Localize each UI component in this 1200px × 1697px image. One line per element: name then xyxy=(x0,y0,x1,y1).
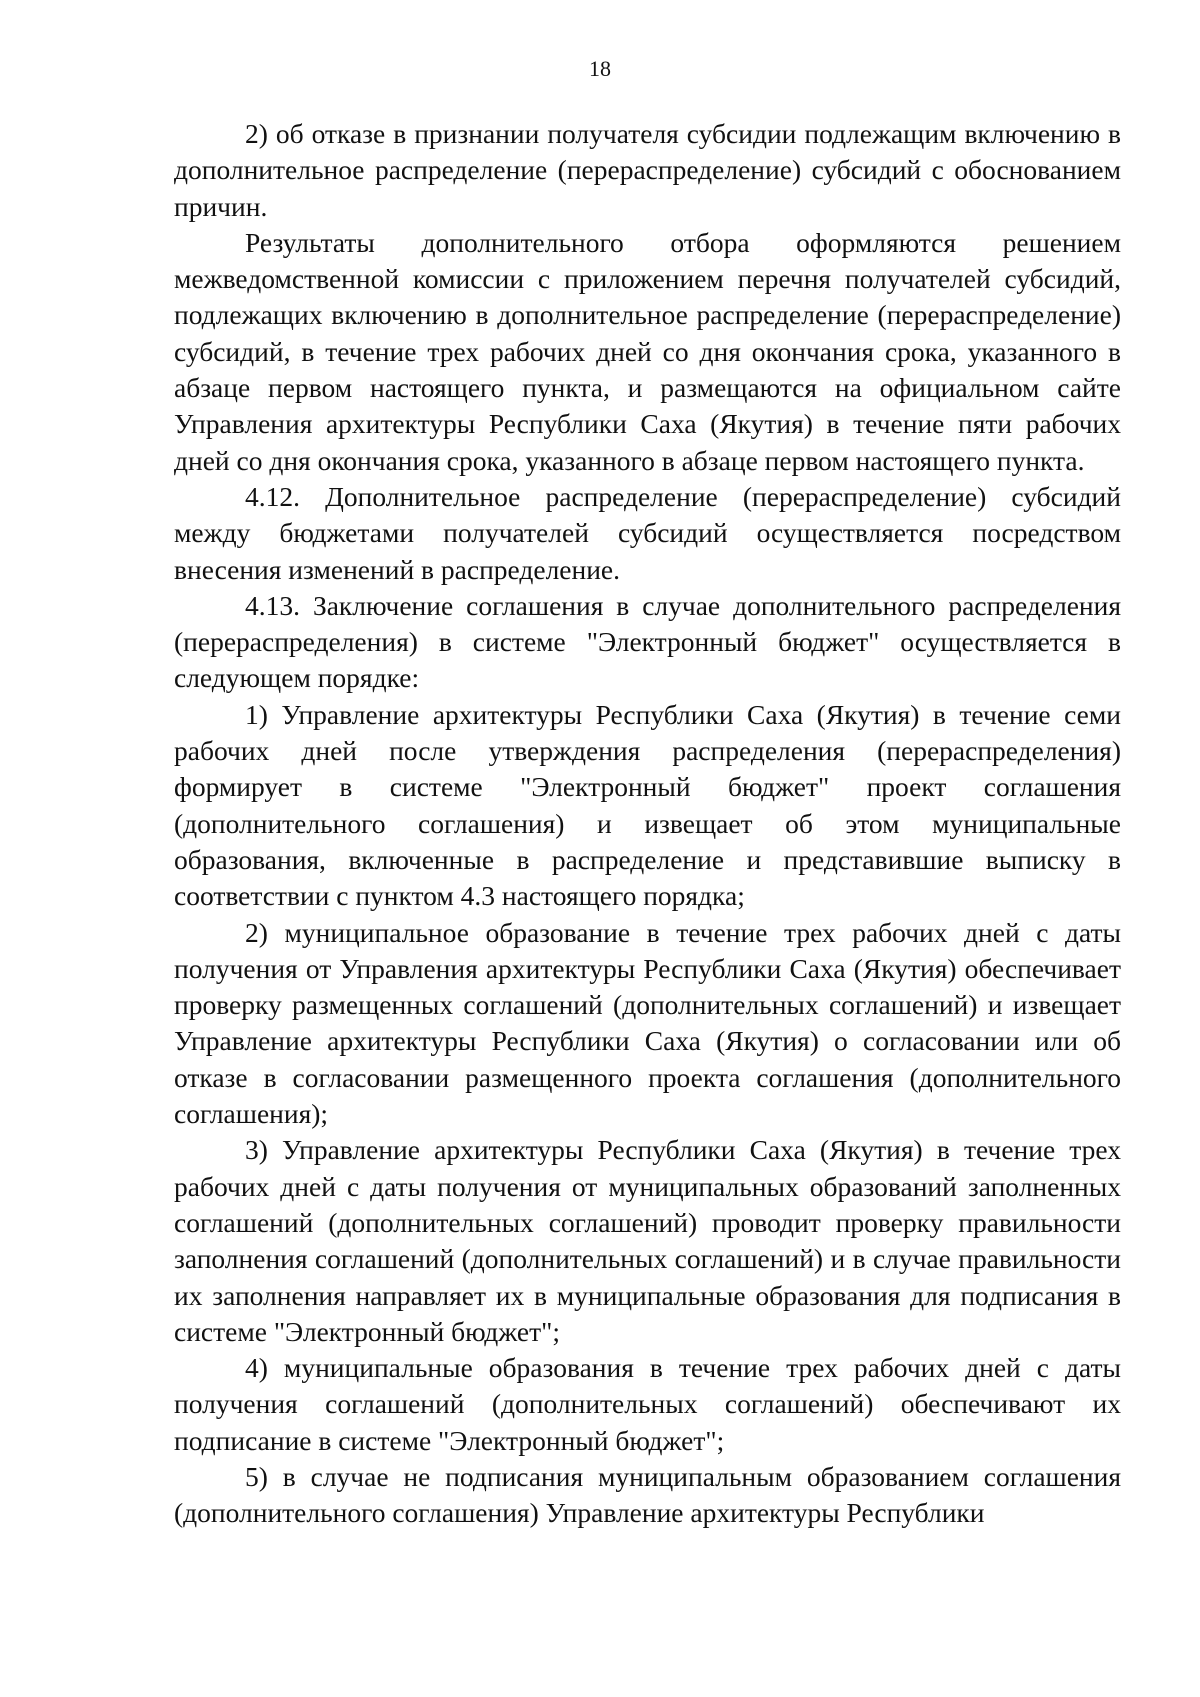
document-body xyxy=(174,116,1121,1532)
paragraph-refusal-item: 2) об отказе в признании получателя субсидии подлежащим включению в дополнительное распределение (перераспределение) субсидий с обоснованием причин. xyxy=(174,118,1121,222)
paragraph-step-1: 1) Управление архитектуры Республики Саха (Якутия) в течение семи рабочих дней после утверждения распределения (перераспределения) формирует в системе "Электронный бюджет" проект соглашения (дополнительного соглашения) и извещает об этом муниципальные образования, включенные в распределение и представившие выписку в соответствии с пунктом 4.3 настоящего порядка; xyxy=(174,698,1121,912)
paragraph-step-5: 5) в случае не подписания муниципальным образованием соглашения (дополнительного соглашения) Управление архитектуры Республики xyxy=(174,1460,1121,1529)
page-number: 18 xyxy=(589,56,611,81)
paragraph-selection-results: Результаты дополнительного отбора оформляются решением межведомственной комиссии с приложением перечня получателей субсидий, подлежащих включению в дополнительное распределение (перераспределение) субсидий, в течение трех рабочих дней со дня окончания срока, указанного в абзаце первом настоящего пункта, и размещаются на официальном сайте Управления архитектуры Республики Саха (Якутия) в течение пяти рабочих дней со дня окончания срока, указанного в абзаце первом настоящего пункта. xyxy=(174,226,1121,476)
paragraph-clause-4-13: 4.13. Заключение соглашения в случае дополнительного распределения (перераспределения) в системе "Электронный бюджет" осуществляется в следующем порядке: xyxy=(174,589,1121,694)
paragraph-step-4: 4) муниципальные образования в течение трех рабочих дней с даты получения соглашений (дополнительных соглашений) обеспечивают их подписание в системе "Электронный бюджет"; xyxy=(174,1352,1121,1456)
paragraph-clause-4-12: 4.12. Дополнительное распределение (перераспределение) субсидий между бюджетами получателей субсидий осуществляется посредством внесения изменений в распределение. xyxy=(174,480,1121,585)
paragraph-step-2: 2) муниципальное образование в течение трех рабочих дней с даты получения от Управления архитектуры Республики Саха (Якутия) обеспечивает проверку размещенных соглашений (дополнительных соглашений) и извещает Управление архитектуры Республики Саха (Якутия) о согласовании или об отказе в согласовании размещенного проекта соглашения (дополнительного соглашения); xyxy=(174,916,1121,1130)
paragraph-step-3: 3) Управление архитектуры Республики Саха (Якутия) в течение трех рабочих дней с даты получения от муниципальных образований заполненных соглашений (дополнительных соглашений) проводит проверку правильности заполнения соглашений (дополнительных соглашений) и в случае правильности их заполнения направляет их в муниципальные образования для подписания в системе "Электронный бюджет"; xyxy=(174,1134,1121,1347)
